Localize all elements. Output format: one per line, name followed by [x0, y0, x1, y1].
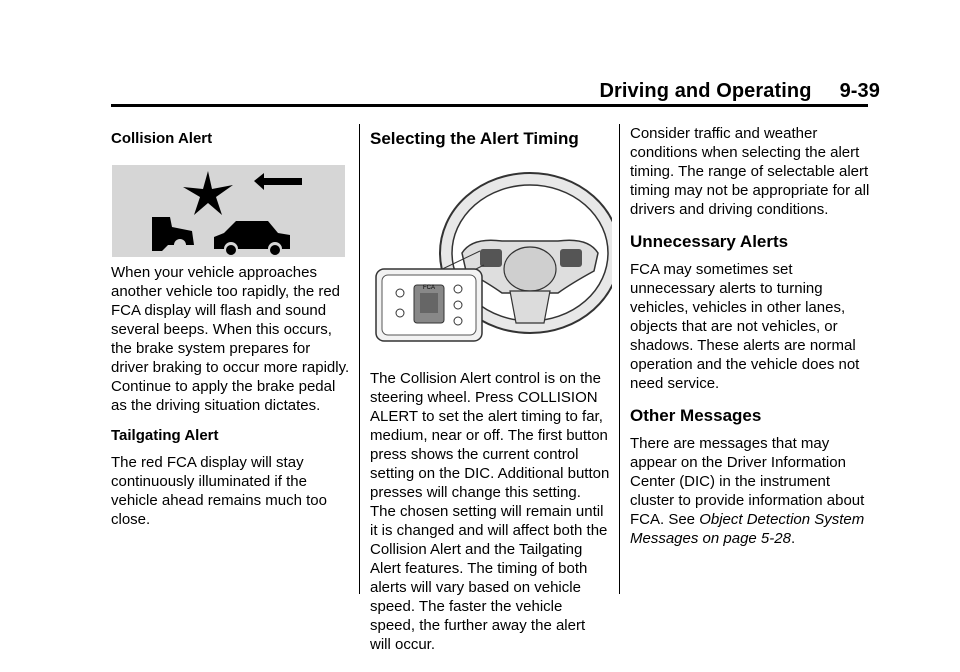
column-divider — [359, 124, 360, 594]
impact-star-icon — [183, 171, 233, 215]
tailgating-alert-heading: Tailgating Alert — [111, 427, 219, 444]
front-car-icon — [214, 221, 290, 249]
header-rule — [111, 104, 868, 107]
collision-alert-figure — [112, 165, 345, 257]
arrow-left-icon — [254, 173, 302, 190]
collision-alert-heading: Collision Alert — [111, 130, 213, 147]
alert-timing-paragraph: The Collision Alert control is on the steering wheel. Press COLLISION ALERT to set the alert timing to far, medium, near or off. The first button press shows the current control setting on the DIC. Additional button presses will change this setting. The chosen setting will remain until it is changed and will affect both the Collision Alert and the Tailgating Alert features. The timing of both alerts will vary based on vehicle speed. The faster the vehicle speed, the further away the alert will occur. — [370, 370, 610, 653]
tailgating-alert-paragraph: The red FCA display will stay continuously illuminated if the vehicle ahead remains much too close. — [111, 454, 327, 528]
steering-wheel-icon — [372, 165, 612, 345]
other-messages-end: . — [790, 530, 796, 547]
page-header — [599, 80, 880, 103]
other-messages-text: There are messages that may appear on the Driver Information Center (DIC) in the instrument cluster to provide information about FCA. See — [630, 435, 865, 528]
steering-wheel-figure — [372, 165, 612, 345]
other-messages-heading: Other Messages — [630, 406, 762, 425]
section-title: Driving and Operating — [599, 80, 812, 102]
page-number: 9-39 — [839, 80, 880, 102]
alert-timing-heading: Selecting the Alert Timing — [370, 129, 579, 148]
rear-vehicle-icon — [152, 217, 194, 251]
collision-icon — [112, 165, 345, 257]
collision-alert-paragraph: When your vehicle approaches another vehicle too rapidly, the red FCA display will flash and sound several beeps. When this occurs, the brake system prepares for driver braking to occur more rapidly. Continue to apply the brake pedal as the driving situation dictates. — [111, 264, 350, 414]
cross-reference-link[interactable]: Object Detection System Messages on page 5-28 — [630, 511, 865, 547]
fca-button-label: FCA — [423, 285, 435, 291]
unnecessary-alerts-heading: Unnecessary Alerts — [630, 232, 789, 251]
column-divider — [619, 124, 620, 594]
column-3 — [630, 124, 870, 548]
other-messages-paragraph — [630, 434, 870, 548]
timing-consider-paragraph: Consider traffic and weather conditions when selecting the alert timing. The range of selectable alert timing may not be appropriate for all drivers and driving conditions. — [630, 125, 870, 218]
unnecessary-alerts-paragraph: FCA may sometimes set unnecessary alerts to turning vehicles, vehicles in other lanes, objects that are not vehicles, or shadows. These alerts are normal operation and the vehicle does not need service. — [630, 261, 860, 392]
